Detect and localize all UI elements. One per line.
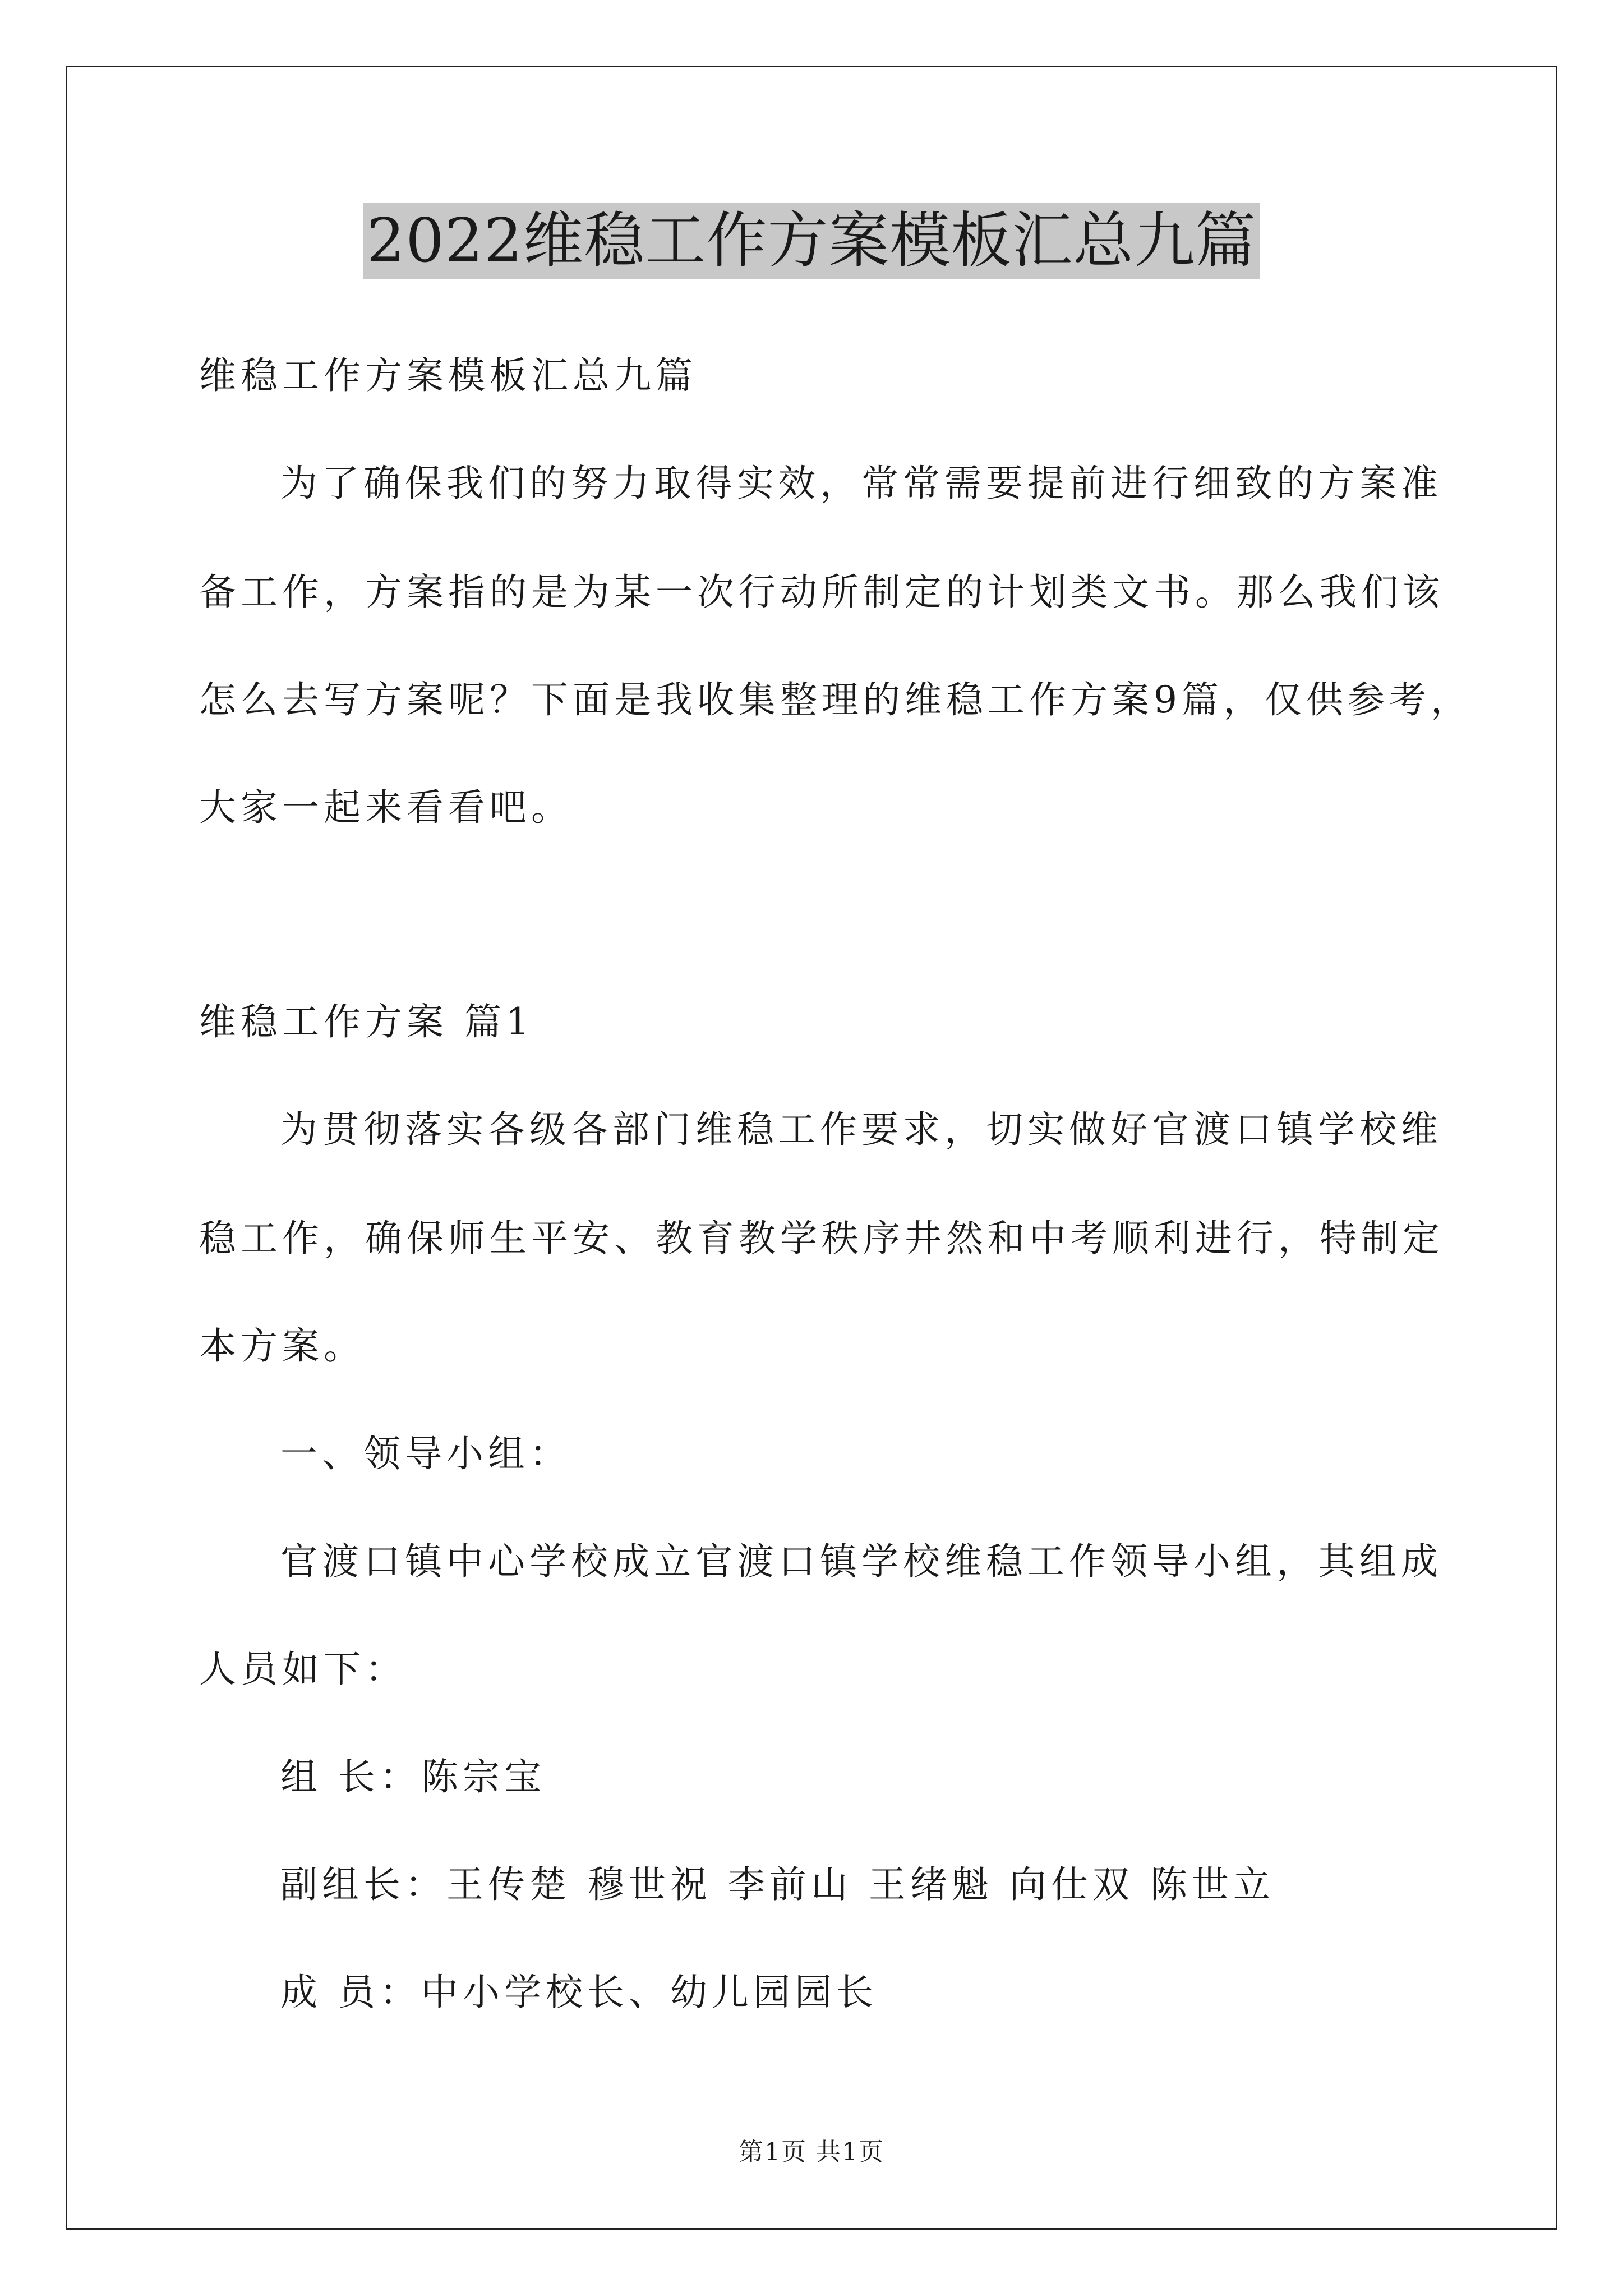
paragraph-line: 备工作，方案指的是为某一次行动所制定的计划类文书。那么我们该 bbox=[199, 570, 1444, 614]
subtitle-line: 维稳工作方案模板汇总九篇 bbox=[199, 354, 697, 397]
paragraph-line: 人员如下： bbox=[199, 1648, 407, 1691]
paragraph-line: 官渡口镇中心学校成立官渡口镇学校维稳工作领导小组，其组成 bbox=[280, 1540, 1442, 1583]
paragraph-line: 为贯彻落实各级各部门维稳工作要求，切实做好官渡口镇学校维 bbox=[280, 1108, 1442, 1151]
title-container bbox=[0, 203, 1623, 279]
section-heading: 维稳工作方案 篇1 bbox=[199, 1000, 534, 1043]
member-line: 成 员：中小学校长、幼儿园园长 bbox=[280, 1971, 878, 2014]
subheading-line: 一、领导小组： bbox=[280, 1432, 571, 1475]
paragraph-line: 本方案。 bbox=[199, 1324, 365, 1368]
member-line: 副组长：王传楚 穆世祝 李前山 王绪魁 向仕双 陈世立 bbox=[280, 1863, 1275, 1906]
document-title: 2022维稳工作方案模板汇总九篇 bbox=[363, 203, 1260, 279]
paragraph-line: 怎么去写方案呢？下面是我收集整理的维稳工作方案9篇，仅供参考， bbox=[199, 678, 1472, 721]
member-line: 组 长：陈宗宝 bbox=[280, 1755, 546, 1798]
paragraph-line: 为了确保我们的努力取得实效，常常需要提前进行细致的方案准 bbox=[280, 462, 1442, 505]
page-footer: 第1页 共1页 bbox=[739, 2138, 884, 2166]
paragraph-line: 稳工作，确保师生平安、教育教学秩序井然和中考顺利进行，特制定 bbox=[199, 1217, 1444, 1260]
paragraph-line: 大家一起来看看吧。 bbox=[199, 786, 573, 829]
